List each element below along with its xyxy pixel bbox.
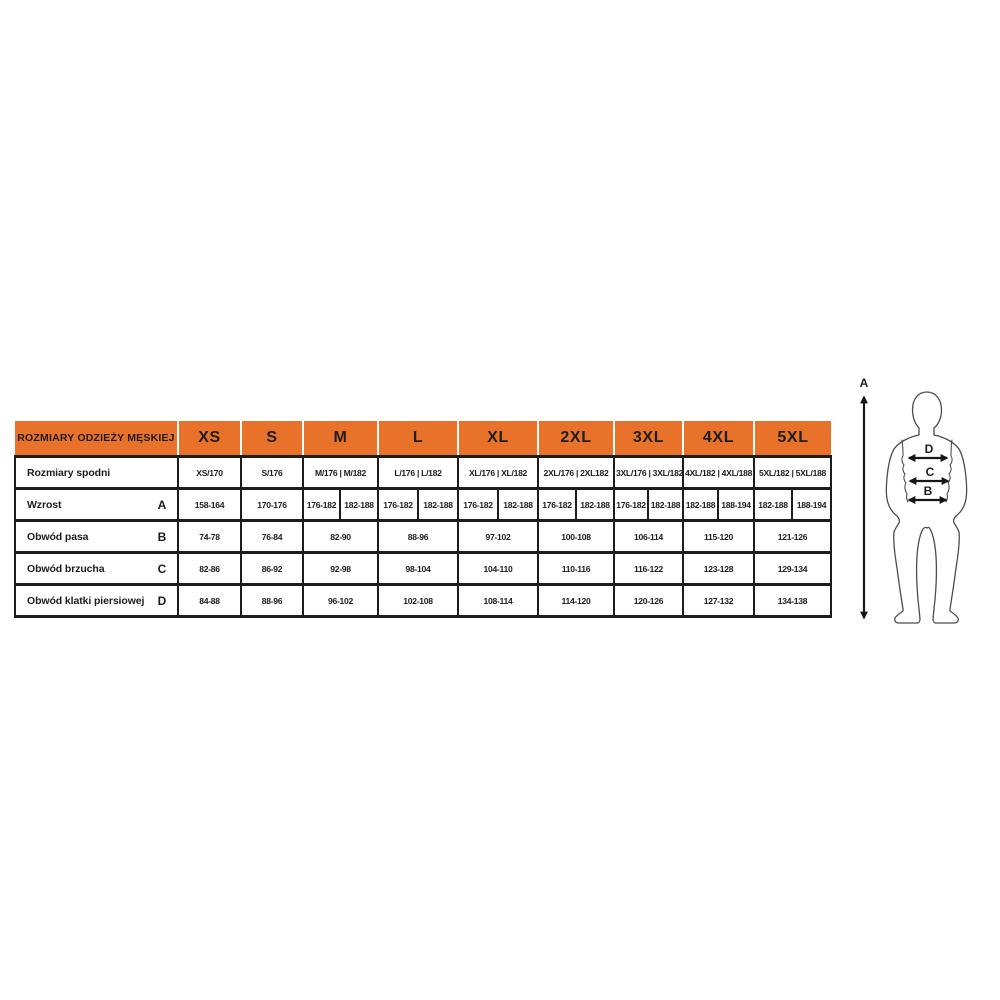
value-cell: 127-132 xyxy=(683,585,754,617)
table-row xyxy=(15,489,831,521)
value-cell: 176-182 xyxy=(614,489,648,521)
table-row xyxy=(15,585,831,617)
height-label: A xyxy=(859,376,869,390)
value-cell: 188-194 xyxy=(718,489,754,521)
value-cell: 115-120 xyxy=(683,521,754,553)
size-header-3XL: 3XL xyxy=(614,421,683,457)
row-label: Obwód klatki piersiowej xyxy=(27,594,145,607)
table-row xyxy=(15,457,831,489)
value-cell: 182-188 xyxy=(340,489,378,521)
value-cell: 82-86 xyxy=(178,553,241,585)
value-cell: 102-108 xyxy=(378,585,458,617)
value-cell: 176-182 xyxy=(303,489,340,521)
value-cell: 84-88 xyxy=(178,585,241,617)
row-letter: B xyxy=(157,529,166,544)
table-row xyxy=(15,553,831,585)
value-cell: 170-176 xyxy=(241,489,303,521)
row-label: Obwód pasa xyxy=(27,530,89,543)
value-cell: 182-188 xyxy=(754,489,792,521)
value-cell: L/176 | L/182 xyxy=(378,457,458,489)
row-label-cell xyxy=(15,521,178,553)
value-cell: 82-90 xyxy=(303,521,378,553)
value-cell: 88-96 xyxy=(378,521,458,553)
value-cell: 116-122 xyxy=(614,553,683,585)
row-label: Obwód brzucha xyxy=(27,562,105,575)
row-letter: D xyxy=(157,593,166,608)
table-title: ROZMIARY ODZIEŻY MĘSKIEJ xyxy=(15,421,178,457)
value-cell: 86-92 xyxy=(241,553,303,585)
row-label-cell xyxy=(15,489,178,521)
value-cell: 114-120 xyxy=(538,585,614,617)
value-cell: M/176 | M/182 xyxy=(303,457,378,489)
value-cell: 182-188 xyxy=(418,489,458,521)
row-letter: C xyxy=(157,561,166,576)
value-cell: 100-108 xyxy=(538,521,614,553)
chest-label: D xyxy=(924,442,934,456)
value-cell: 176-182 xyxy=(538,489,576,521)
value-cell: 106-114 xyxy=(614,521,683,553)
value-cell: 3XL/176 | 3XL/182 xyxy=(614,457,683,489)
row-label: Rozmiary spodni xyxy=(27,466,111,479)
value-cell: 121-126 xyxy=(754,521,831,553)
value-cell: 182-188 xyxy=(648,489,683,521)
value-cell: 110-116 xyxy=(538,553,614,585)
table-row xyxy=(15,521,831,553)
size-header-XS: XS xyxy=(178,421,241,457)
value-cell: 104-110 xyxy=(458,553,538,585)
value-cell: 108-114 xyxy=(458,585,538,617)
value-cell: 96-102 xyxy=(303,585,378,617)
value-cell: XS/170 xyxy=(178,457,241,489)
value-cell: 2XL/176 | 2XL182 xyxy=(538,457,614,489)
value-cell: 98-104 xyxy=(378,553,458,585)
value-cell: 92-98 xyxy=(303,553,378,585)
value-cell: 76-84 xyxy=(241,521,303,553)
size-header-XL: XL xyxy=(458,421,538,457)
size-header-2XL: 2XL xyxy=(538,421,614,457)
value-cell: 176-182 xyxy=(378,489,418,521)
size-header-M: M xyxy=(303,421,378,457)
measurement-figure xyxy=(845,370,995,640)
row-label-cell xyxy=(15,457,178,489)
value-cell: 134-138 xyxy=(754,585,831,617)
size-table-container xyxy=(14,421,832,618)
value-cell: 176-182 xyxy=(458,489,498,521)
value-cell: 182-188 xyxy=(498,489,538,521)
size-header-4XL: 4XL xyxy=(683,421,754,457)
belly-label: C xyxy=(925,465,935,479)
value-cell: 123-128 xyxy=(683,553,754,585)
value-cell: 74-78 xyxy=(178,521,241,553)
row-label: Wzrost xyxy=(27,498,62,511)
value-cell: 4XL/182 | 4XL/188 xyxy=(683,457,754,489)
value-cell: 182-188 xyxy=(576,489,614,521)
waist-label: B xyxy=(923,484,933,498)
value-cell: 88-96 xyxy=(241,585,303,617)
value-cell: 129-134 xyxy=(754,553,831,585)
value-cell: 5XL/182 | 5XL/188 xyxy=(754,457,831,489)
value-cell: 120-126 xyxy=(614,585,683,617)
row-letter: A xyxy=(157,497,166,512)
value-cell: S/176 xyxy=(241,457,303,489)
row-label-cell xyxy=(15,585,178,617)
size-header-S: S xyxy=(241,421,303,457)
value-cell: XL/176 | XL/182 xyxy=(458,457,538,489)
value-cell: 158-164 xyxy=(178,489,241,521)
value-cell: 97-102 xyxy=(458,521,538,553)
sizing-table xyxy=(14,421,832,618)
value-cell: 182-188 xyxy=(683,489,718,521)
size-header-L: L xyxy=(378,421,458,457)
row-label-cell xyxy=(15,553,178,585)
man-silhouette xyxy=(886,392,966,623)
value-cell: 188-194 xyxy=(792,489,831,521)
size-header-5XL: 5XL xyxy=(754,421,831,457)
